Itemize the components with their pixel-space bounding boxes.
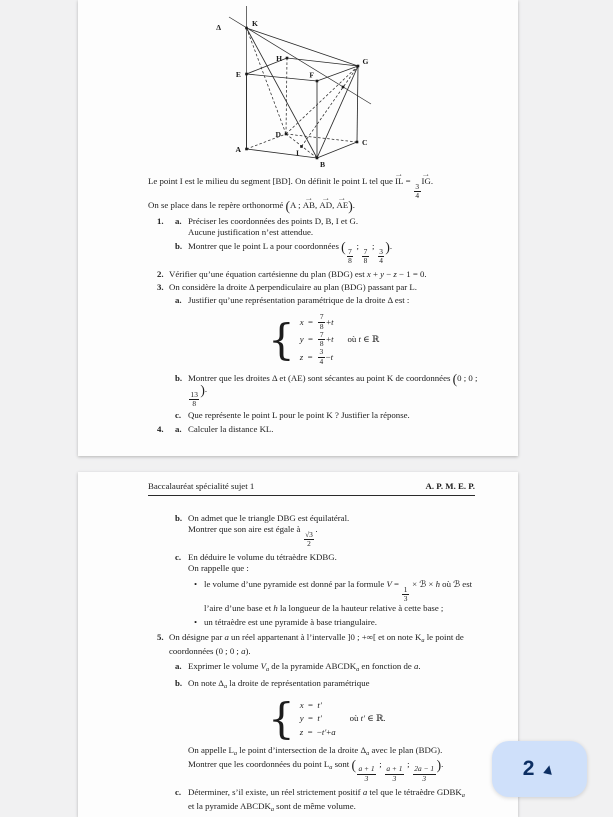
vector-IG: → IG	[421, 171, 431, 186]
text-block	[194, 617, 482, 628]
page-2-header	[148, 481, 475, 496]
text-line: Aucune justification n’est attendue.	[188, 227, 314, 238]
point-label-A: A	[235, 145, 241, 154]
item-letter: b.	[175, 678, 183, 689]
geometry-figure	[78, 4, 518, 170]
text-line: Montrer que le point L a pour coordonnées ( $\frac{7}{8}$ ; $\frac{7}{8}$ ; $\frac{3}{4}$ ).	[188, 239, 393, 266]
text-block	[175, 661, 482, 675]
vector-AD: → AD	[319, 195, 333, 211]
item-number: 3.	[157, 282, 164, 293]
item-letter: c.	[175, 552, 182, 563]
text-line: l’aire d’une base et h la longueur de la hauteur relative à cette base ;	[204, 603, 444, 614]
text-block	[148, 171, 478, 214]
text-block	[175, 786, 482, 815]
text-block	[175, 410, 482, 421]
point-label-C: C	[362, 138, 368, 147]
text-line: On note $\Delta_a$ la droite de représentation paramétrique	[188, 678, 370, 691]
point-label-I: I	[296, 148, 299, 158]
text-block	[157, 282, 482, 293]
text-line: Vérifier qu’une équation cartésienne du plan (BDG) est x + y − z − 1 = 0.	[169, 269, 427, 280]
vector-IL: → IL	[394, 171, 404, 186]
text-block	[194, 579, 482, 614]
item-letter: b.	[175, 513, 183, 523]
item-number: 1.	[157, 216, 164, 227]
text-line: Montrer que les droites Δ et (AE) sont sécantes au point K de coordonnées (0 ; 0 ; $\frac{13}{8}$ ).	[188, 371, 478, 408]
text-block	[175, 239, 482, 266]
text-line: En déduire le volume du tétraèdre KDBG.	[188, 552, 337, 563]
item-letter: a.	[175, 216, 182, 227]
point-label-D: D	[275, 130, 281, 139]
vector-AB: → AB	[302, 195, 315, 211]
vector-AE: → AE	[336, 195, 349, 211]
text-line: Exprimer le volume $V_a$ de la pyramide $ABCDK_a$ en fonction de a.	[188, 661, 421, 674]
text-line: On admet que le triangle DBG est équilatéral.	[188, 513, 350, 523]
item-number: 4.	[157, 424, 164, 435]
text-line: On rappelle que :	[188, 563, 249, 574]
text-line: le volume d’une pyramide est donné par la formule V = $\frac{1}{3}$ × ℬ × h où ℬ est	[204, 579, 473, 604]
text-line: Montrer que son aire est égale à $\frac{√3}{2}$ .	[188, 524, 318, 548]
text-block	[175, 295, 482, 306]
item-letter: a.	[175, 424, 182, 435]
text-line: Le point I est le milieu du segment [BD]. On définit le point L tel que → IL = $\frac{3}{4}$ → IG.	[148, 171, 434, 200]
text-line: Montrer que les coordonnées du point $L_a$ sont ( $\frac{a + 1}{3}$ ; $\frac{a + 1}{3}$ ; $\frac{2a - 1}{3}$ ).	[188, 757, 444, 783]
up-arrow-icon: ▲	[539, 759, 558, 779]
point-label-E: E	[235, 70, 241, 79]
page-2-content	[78, 513, 518, 815]
item-letter: a.	[175, 661, 182, 672]
parametric-system: { x = t′ y = t′ z = − t′ + a où t′ ∈ ℝ.	[268, 693, 386, 743]
text-block	[157, 632, 482, 657]
item-letter: c.	[175, 410, 182, 421]
item-letter: b.	[175, 241, 183, 252]
header-title: Baccalauréat spécialité sujet 1	[148, 481, 255, 491]
text-line: Que représente le point L pour le point K ? Justifier la réponse.	[188, 410, 410, 421]
text-line: Calculer la distance KL.	[188, 424, 274, 435]
text-block	[157, 269, 482, 280]
point-label-K: K	[252, 19, 258, 28]
text-block	[188, 745, 482, 783]
point-label-B: B	[320, 160, 326, 169]
page-scroll-fab[interactable]	[492, 741, 587, 797]
parametric-system: { x = $\frac{7}{8}$ + t y = $\frac{7}{8}$ + t z = $\frac{3}{4}$ − t où t ∈ ℝ	[268, 312, 380, 366]
text-block	[157, 216, 482, 238]
fab-page-number: 2	[522, 757, 535, 780]
text-line: Préciser les coordonnées des points D, B, I et G.	[188, 216, 359, 227]
document-page-2	[78, 472, 518, 817]
point-label-H: H	[276, 54, 282, 63]
text-block	[175, 513, 482, 548]
text-line: On appelle $L_a$ le point d’intersection de la droite $\Delta_a$ avec le plan (BDG).	[188, 744, 443, 757]
text-line: Déterminer, s’il existe, un réel strictement positif a tel que le tétraèdre $GDBK_a$	[188, 786, 465, 799]
svg-text:Δ: Δ	[216, 23, 221, 32]
text-block	[175, 552, 482, 574]
text-block	[157, 424, 482, 435]
item-number: 5.	[157, 632, 164, 643]
point-label-G: G	[362, 57, 369, 66]
item-letter: a.	[175, 295, 182, 306]
item-number: 2.	[157, 269, 164, 280]
text-line: On se place dans le repère orthonormé (A ; → AB, → AD, → AE).	[148, 195, 355, 214]
item-letter: c.	[175, 786, 182, 797]
document-page-1	[78, 0, 518, 456]
bullet-icon: •	[194, 579, 198, 590]
text-line: un tétraèdre est une pyramide à base triangulaire.	[204, 617, 377, 628]
text-line: Justifier qu’une représentation paramétrique de la droite Δ est :	[188, 295, 410, 306]
text-block	[175, 371, 482, 408]
text-block	[175, 678, 482, 692]
bullet-icon: •	[194, 617, 198, 628]
page-1-content	[78, 4, 518, 435]
text-line: On désigne par a un réel appartenant à l’intervalle ]0 ; +∞[ et on note $K_a$ le point de	[169, 632, 464, 645]
header-org: A. P. M. E. P.	[425, 481, 475, 491]
text-line: coordonnées (0 ; 0 ; a).	[169, 646, 251, 657]
text-line: On considère la droite Δ perpendiculaire au plan (BDG) passant par L.	[169, 282, 417, 293]
point-label-F: F	[309, 70, 314, 80]
item-letter: b.	[175, 373, 183, 383]
text-line: et la pyramide $ABCDK_a$ sont de même volume.	[188, 800, 356, 813]
